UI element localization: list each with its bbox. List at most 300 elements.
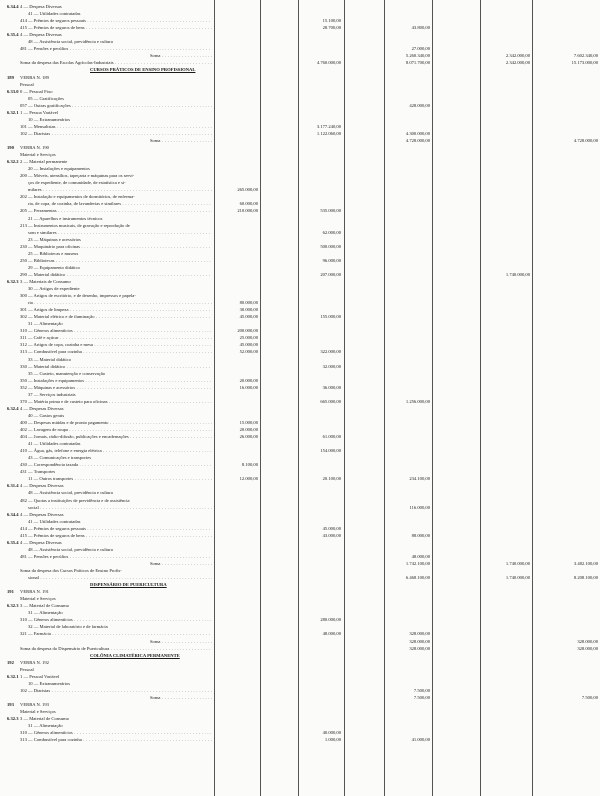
row-code: 6.34.4 [7,4,19,9]
row-code: 6.31.4 [7,483,19,489]
amount-c3: 4.728.000,00 [405,137,430,143]
amount-c3: 1.742.100,00 [405,560,430,566]
table-row [0,201,600,207]
row-label: 414 — Prêmios de seguros pessoais . . . [20,526,212,532]
table-row [0,67,600,73]
row-code: 193 [7,701,14,707]
row-label: 414 — Prêmios de seguros pessoais . . . [20,18,212,24]
row-label: 310 — Gêneros alimentícios . . . [20,617,212,623]
row-label: 102 — Diaristas . . . [20,131,212,137]
table-row [0,286,600,292]
row-code: 6.35.4 [7,539,19,545]
row-label: 430 — Correspondência taxada . . . [20,462,212,468]
row-label: 11 — Outros transportes . . . [28,476,212,482]
row-label: Soma da despesa das Escolas Agrícolas-Industriais . . . [20,60,212,66]
table-row [0,251,600,257]
row-label: 4 — Despesa Diversas [20,4,62,9]
row-label: Pessoal [20,81,34,87]
amount-c1: 20.000,00 [239,427,258,432]
row-label: ria . . . [28,300,212,306]
row-label: 310 — Gêneros alimentícios . . . [20,328,212,334]
amount-c2: 48.000,00 [322,631,341,637]
amount-c3: 27.000,00 [411,46,430,52]
row-label: 205 — Ferramentas . . . [20,208,212,214]
amount-c1: 8.100,00 [241,462,258,468]
amount-c1: 15.000,00 [239,419,258,425]
table-row [0,138,600,144]
amount-c2: 665.000,00 [320,398,341,404]
amount-c3: 328.000,00 [409,631,430,637]
row-code: 6.32.4 [7,405,19,411]
row-label: 213 — Instrumentos musicais, de gravação e reprodução de [20,222,130,228]
amount-c2: 154.000,00 [320,448,341,454]
table-row [0,208,600,214]
row-label: 4 — Despesas Diversas [20,405,64,411]
table-row [0,307,600,313]
row-label: Soma . . . [150,561,212,567]
row-label: 410 — Água, gás, telefone e energia elétrica . . . [20,448,212,454]
row-label: 1 — Pessoal Variável [20,673,60,679]
table-row [0,420,600,426]
table-row [0,723,600,729]
table-row [0,695,600,701]
table-row [0,455,600,461]
table-row [0,60,600,66]
amount-c5: 3.482.100,00 [573,560,598,566]
row-code: 6.35.4 [7,32,19,38]
row-code: 191 [7,589,14,595]
table-row [0,519,600,525]
amount-c3: 328.000,00 [409,645,430,651]
row-label: 21 — Aparelhos e instrumentos técnicos [28,215,103,221]
row-label: 202 — Instalação e equipamentos de dormitórios, de enferma- [20,194,135,200]
row-label: 30 — Artigos de expediente [28,286,80,291]
row-label: ços de expediente, de comunidade, de estatística e si- [28,180,126,186]
table-row [0,152,600,158]
table-row [0,39,600,45]
row-label: 481 — Pensões e pecúlios . . . [20,554,212,560]
row-label: som e similares . . . [28,230,212,236]
amount-c5: 328.000,00 [577,638,598,644]
amount-c2: 1.000,00 [324,737,341,743]
table-row [0,427,600,433]
table-row [0,505,600,511]
table-row [0,709,600,715]
row-label: 431 — Transportes [20,469,56,475]
amount-c2: 322.000,00 [320,349,341,355]
row-label: 200 — Móveis, utensílios, tapeçaria e máquinas para os servi- [20,173,135,179]
table-row [0,378,600,384]
table-row [0,300,600,306]
table-row [0,258,600,264]
table-row [0,653,600,659]
table-row [0,159,600,165]
table-row [0,96,600,102]
table-row [0,441,600,447]
amount-c3: 428.000,00 [409,102,430,108]
table-row [0,103,600,109]
amount-c2: 280.000,00 [320,617,341,623]
amount-c5: 4.728.000,00 [573,137,598,143]
table-row [0,89,600,95]
row-label: 41 — Utilidades contratadas [28,11,81,17]
row-label: 300 — Artigos de escritório, e de desenho, impressos e papela- [20,293,136,299]
row-label: Material e Serviços [20,152,56,158]
amount-c2: 3.177.240,00 [316,123,341,129]
table-row [0,25,600,31]
row-label: 32 — Material de laboratório e de farmácia [28,624,108,630]
table-row [0,737,600,743]
row-label: 31 — Alimentação [28,321,63,327]
table-row [0,674,600,680]
row-code: 189 [7,74,14,80]
table-row [0,32,600,38]
row-label: 404 — Jornais, rádio-difusão, publicações e encadernações . . . [20,434,212,440]
row-label: Pessoal [20,666,34,672]
amount-c1: 30.000,00 [239,307,258,313]
amount-c5: 15.173.000,00 [571,60,598,66]
row-label: Soma . . . [150,138,212,144]
row-label: 321 — Farmácia . . . [20,631,212,637]
row-label: Material e Serviços [20,709,56,714]
amount-c3: 234.100,00 [409,476,430,482]
table-row [0,279,600,285]
table-row [0,385,600,391]
amount-c2: 535.000,00 [320,208,341,214]
amount-c3: 5.260.340,00 [405,53,430,59]
row-code: 6.32.3 [7,716,19,722]
table-row [0,575,600,581]
table-row [0,110,600,116]
amount-c2: 40.000,00 [322,730,341,736]
row-label: CURSOS PRÁTICOS DE ENSINO PROFISSIONAL [90,67,196,73]
table-row [0,180,600,186]
row-label: 43 — Comunicações e transportes [28,455,92,461]
row-label: 48 — Assistência social, previdência e cultura [28,39,113,45]
row-label: 350 — Instalações e equipamentos . . . [20,378,212,384]
row-label: 352 — Máquinas e acessórios . . . [20,385,212,391]
row-label: 41 — Utilidades contratadas [28,441,81,447]
row-label: VERBA N. 192 [20,659,49,665]
row-label: 312 — Artigos de copa, cozinha e mesa . . . [20,342,212,348]
row-label: 48 — Assistência social, previdência e cultura [28,490,113,496]
table-row [0,547,600,553]
amount-c1: 52.000,00 [239,349,258,355]
amount-c2: 28.700,00 [322,25,341,31]
row-label: 40 — Gastos gerais [28,412,65,418]
table-row [0,554,600,560]
row-label: 310 — Gêneros alimentícios . . . [20,730,212,736]
amount-c3: 6.468.100,00 [405,575,430,581]
row-code: 6.32.1 [7,109,19,115]
table-row [0,469,600,475]
row-label: 4 — Despesas Diversas [20,511,64,517]
table-row [0,349,600,355]
table-row [0,702,600,708]
row-label: 370 — Matéria prima e de custeio para oficinas . . . [20,399,212,405]
row-label: sional . . . [28,575,212,581]
amount-c4: 1.740.000,00 [505,575,530,581]
table-row [0,216,600,222]
table-row [0,314,600,320]
row-label: 10 — Extranumerários [28,116,71,122]
row-label: milares . . . [28,187,212,193]
table-row [0,166,600,172]
amount-c2: 500.000,00 [320,243,341,249]
table-row [0,660,600,666]
row-label: 48 — Assistência social, previdência e cultura [28,546,113,552]
amount-c2: 1.122.060,00 [316,130,341,136]
table-row [0,512,600,518]
table-row [0,364,600,370]
row-label: 057 — Outras gratificações . . . [20,103,212,109]
row-label: 10 — Extranumerários [28,680,71,686]
row-label: 29 — Equipamento didático [28,264,80,270]
row-label: 25 — Bibliotecas e museus [28,250,79,256]
row-label: 311 — Café e açúcar . . . [20,335,212,341]
row-label: 33 — Material didático [28,356,71,362]
amount-c3: 88.000,00 [411,532,430,538]
table-row [0,4,600,10]
row-label: 4 — Despesa Diversas [20,539,62,545]
table-row [0,617,600,623]
row-label: 250 — Bibliotecas . . . [20,258,212,264]
table-row [0,483,600,489]
row-label: 2 — Material permanente [20,159,68,165]
table-row [0,117,600,123]
table-row [0,399,600,405]
row-label: 101 — Mensalistas . . . [20,124,212,130]
row-label: ria, de copa, de cozinha, de lavanderias e similares . . . [28,201,212,207]
table-row [0,561,600,567]
amount-c3: 328.000,00 [409,638,430,644]
table-row [0,82,600,88]
row-label: 1 — Pessoa Variável [20,109,59,115]
row-label: 415 — Prêmios de seguros de bens . . . [20,533,212,539]
table-row [0,688,600,694]
amount-c2: 43.000,00 [322,532,341,538]
amount-c2: 155.000,00 [320,314,341,320]
amount-c3: 7.500,00 [413,687,430,693]
row-label: VERBA N. 189 [20,74,49,80]
row-label: 482 — Quotas a instituições de previdência e de assistência [20,497,130,503]
amount-c2: 15.100,00 [322,18,341,24]
table-row [0,357,600,363]
table-row [0,568,600,574]
row-label: Soma da despesa dos Cursos Práticos de Ensino Profis- [20,568,122,573]
amount-c1: 25.000,00 [239,335,258,341]
table-row [0,730,600,736]
row-label: social . . . [28,505,212,511]
row-label: VERBA N. 193 [20,701,49,707]
amount-c1: 45.000,00 [239,342,258,348]
row-label: 302 — Material elétrico e de iluminação . . . [20,314,212,320]
row-label: Soma . . . [150,695,212,701]
table-row [0,582,600,588]
amount-c2: 45.000,00 [322,525,341,531]
amount-c5: 7.602.340,00 [573,53,598,59]
row-code: 6.32.3 [7,278,19,284]
table-row [0,540,600,546]
row-label: 31 — Alimentação [28,610,63,616]
row-label: 23 — Máquinas e acessórios [28,236,81,242]
amount-c2: 61.000,00 [322,434,341,440]
amount-c3: 4.300.000,00 [405,130,430,136]
row-label: 0 — Pessoal Fixo [20,88,53,94]
amount-c5: 8.208.100,00 [573,575,598,581]
amount-c1: 60.000,00 [239,201,258,207]
table-row [0,448,600,454]
row-label: 35 — Custeio, manutenção e conservação [28,370,106,376]
row-label: Material e Serviços [20,596,56,602]
row-label: 402 — Lavagem de roupa . . . [20,427,212,433]
row-label: 330 — Material didático . . . [20,364,212,370]
amount-c2: 62.000,00 [322,229,341,235]
table-row [0,371,600,377]
row-label: 3 — Material de Consumo [20,603,69,609]
row-label: 481 — Pensões e pecúlios . . . [20,46,212,52]
table-row [0,272,600,278]
table-row [0,244,600,250]
row-code: 6.34.4 [7,511,19,517]
table-row [0,533,600,539]
table-row [0,434,600,440]
row-label: 3 — Materiais de Consumo [20,278,71,284]
row-label: Soma . . . [150,53,212,59]
table-row [0,237,600,243]
table-row [0,462,600,468]
table-row [0,145,600,151]
row-label: 400 — Despesas miúdas e de pronto pagamento . . . [20,420,212,426]
row-label: 102 — Diaristas . . . [20,688,212,694]
row-label: 4 — Despesas Diversas [20,483,64,489]
amount-c3: 1.256.000,00 [405,398,430,404]
table-row [0,194,600,200]
row-label: 37 — Serviços industriais [28,391,76,397]
amount-c2: 4.760.000,00 [316,60,341,66]
row-code: 190 [7,145,14,150]
amount-c2: 20.100,00 [322,476,341,482]
amount-c1: 16.000,00 [239,384,258,390]
amount-c4: 2.342.000,00 [505,53,530,59]
table-row [0,490,600,496]
amount-c1: 80.000,00 [239,300,258,306]
table-row [0,230,600,236]
table-row [0,321,600,327]
table-row [0,342,600,348]
table-row [0,716,600,722]
row-label: DISPENSÁRIO DE PUERICULTURA [90,582,167,588]
row-label: 301 — Artigos de limpeza . . . [20,307,212,313]
row-label: 20 — Instalações e equipamentos [28,166,90,172]
amount-c1: 26.000,00 [239,434,258,440]
amount-c2: 32.000,00 [322,363,341,369]
table-row [0,413,600,419]
amount-c4: 2.342.000,00 [505,60,530,66]
row-label: VERBA N. 191 [20,589,49,595]
amount-c1: 45.000,00 [239,314,258,320]
row-label: 05 — Gratificações [28,95,64,101]
table-row [0,293,600,299]
amount-c3: 48.000,00 [411,553,430,559]
table-row [0,75,600,81]
amount-c3: 7.500,00 [413,694,430,700]
amount-c1: 210.000,00 [237,208,258,214]
table-row [0,46,600,52]
table-row [0,131,600,137]
table-row [0,476,600,482]
amount-c1: 20.000,00 [239,377,258,383]
amount-c3: 43.800,00 [411,25,430,31]
table-row [0,624,600,630]
row-label: 4 — Despesa Diversas [20,32,62,38]
table-row [0,596,600,602]
amount-c3: 116.000,00 [409,504,430,510]
amount-c5: 328.000,00 [577,645,598,651]
table-row [0,406,600,412]
table-row [0,526,600,532]
table-row [0,335,600,341]
table-row [0,392,600,398]
table-row [0,631,600,637]
table-row [0,265,600,271]
row-label: Soma da despesa do Dispensário de Puericultura . . . [20,646,212,652]
row-code: 6.32.1 [7,673,19,679]
table-row [0,223,600,229]
row-code: 6.32.3 [7,603,19,609]
table-row [0,187,600,193]
amount-c2: 36.000,00 [322,384,341,390]
amount-c1: 200.000,00 [237,328,258,334]
amount-c4: 1.740.000,00 [505,560,530,566]
row-label: 230 — Maquinário para oficinas . . . [20,244,212,250]
amount-c1: 265.000,00 [237,187,258,193]
table-row [0,667,600,673]
amount-c2: 207.000,00 [320,271,341,277]
amount-c3: 8.071.700,00 [405,60,430,66]
row-label: 3 — Material de Consumo [20,716,69,722]
table-row [0,610,600,616]
table-row [0,646,600,652]
row-code: 192 [7,659,14,665]
table-row [0,124,600,130]
amount-c3: 41.000,00 [411,737,430,743]
table-row [0,18,600,24]
row-label: 415 — Prêmios de seguros de bens . . . [20,25,212,31]
table-row [0,603,600,609]
table-row [0,173,600,179]
row-label: Soma . . . [150,639,212,645]
table-row [0,681,600,687]
row-code: 6.33.0 [7,88,19,94]
row-label: COLÔNIA CLIMATÉRICA PERMANENTE [90,652,180,658]
amount-c4: 1.740.000,00 [505,271,530,277]
row-code: 6.32.2 [7,159,19,165]
row-label: 313 — Combustível para cozinha . . . [20,737,212,743]
row-label: 41 — Utilidades contratadas [28,518,81,524]
table-row [0,53,600,59]
row-label: 290 — Material didático . . . [20,272,212,278]
row-label: 313 — Combustível para cozinha . . . [20,349,212,355]
amount-c2: 96.000,00 [322,257,341,263]
row-label: 31 — Alimentação [28,723,63,729]
table-row [0,498,600,504]
table-row [0,639,600,645]
table-row [0,328,600,334]
table-row [0,11,600,17]
table-row [0,589,600,595]
amount-c5: 7.500,00 [581,694,598,700]
